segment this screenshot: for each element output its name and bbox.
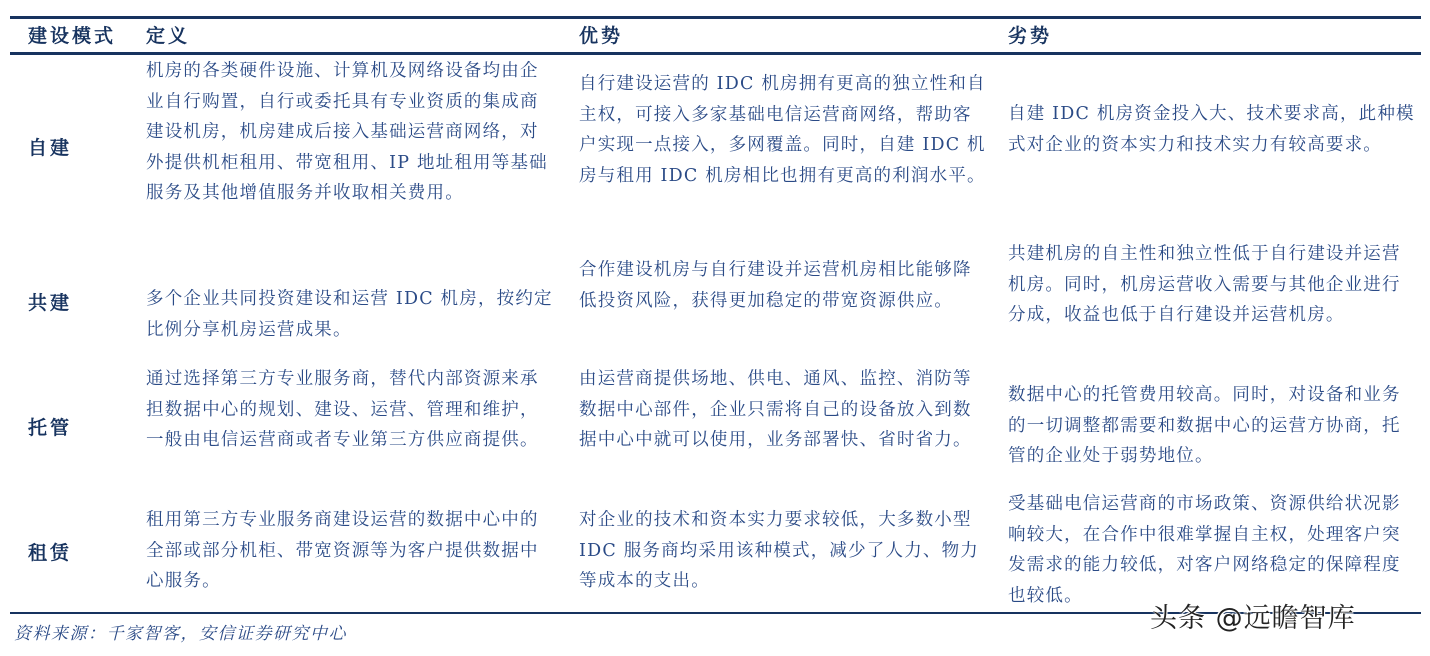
row-disadvantage: 受基础电信运营商的市场政策、资源供给状况影响较大，在合作中很难掌握自主权，处理客户突发需求的能力较低，对客户网络稳定的保障程度也较低。: [1008, 494, 1401, 606]
row-definition: 租用第三方专业服务商建设运营的数据中心中的全部或部分机柜、带宽资源等为客户提供数据中心服务。: [146, 510, 539, 591]
header-definition: 定义: [146, 25, 191, 47]
header-disadvantage: 劣势: [1008, 25, 1053, 47]
row-mode-label: 租赁: [28, 542, 73, 564]
row-disadvantage: 共建机房的自主性和独立性低于自行建设并运营机房。同时，机房运营收入需要与其他企业进行分成，收益也低于自行建设并运营机房。: [1008, 244, 1401, 325]
table-header-rule: [10, 52, 1421, 55]
header-advantage: 优势: [579, 25, 624, 47]
row-definition: 多个企业共同投资建设和运营 IDC 机房，按约定比例分享机房运营成果。: [146, 289, 553, 340]
row-advantage: 对企业的技术和资本实力要求较低，大多数小型 IDC 服务商均采用该种模式，减少了人力、物力等成本的支出。: [579, 510, 979, 591]
row-mode-label: 共建: [28, 292, 73, 314]
row-definition: 机房的各类硬件设施、计算机及网络设备均由企业自行购置，自行或委托具有专业资质的集成商建设机房，机房建成后接入基础运营商网络，对外提供机柜租用、带宽租用、IP 地址租用等基础服务及其他增值服务并收取相关费用。: [146, 61, 548, 203]
header-mode: 建设模式: [28, 25, 117, 47]
row-advantage: 合作建设机房与自行建设并运营机房相比能够降低投资风险，获得更加稳定的带宽资源供应。: [579, 260, 972, 311]
table-top-rule: [10, 16, 1421, 19]
row-disadvantage: 自建 IDC 机房资金投入大、技术要求高，此种模式对企业的资本实力和技术实力有较高要求。: [1008, 104, 1415, 155]
source-note: 资料来源：千家智客，安信证券研究中心: [14, 624, 347, 644]
row-advantage: 自行建设运营的 IDC 机房拥有更高的独立性和自主权，可接入多家基础电信运营商网络，帮助客户实现一点接入，多网覆盖。同时，自建 IDC 机房与租用 IDC 机房相比也拥有更高的利润水平。: [579, 74, 986, 186]
row-definition: 通过选择第三方专业服务商，替代内部资源来承担数据中心的规划、建设、运营、管理和维护，一般由电信运营商或者专业第三方供应商提供。: [146, 369, 539, 450]
row-advantage: 由运营商提供场地、供电、通风、监控、消防等数据中心部件，企业只需将自己的设备放入到数据中心中就可以使用，业务部署快、省时省力。: [579, 369, 972, 450]
row-disadvantage: 数据中心的托管费用较高。同时，对设备和业务的一切调整都需要和数据中心的运营方协商，托管的企业处于弱势地位。: [1008, 385, 1401, 466]
row-mode-label: 托管: [28, 417, 73, 439]
watermark: 头条 @远瞻智库: [1150, 603, 1356, 634]
row-mode-label: 自建: [28, 137, 73, 159]
